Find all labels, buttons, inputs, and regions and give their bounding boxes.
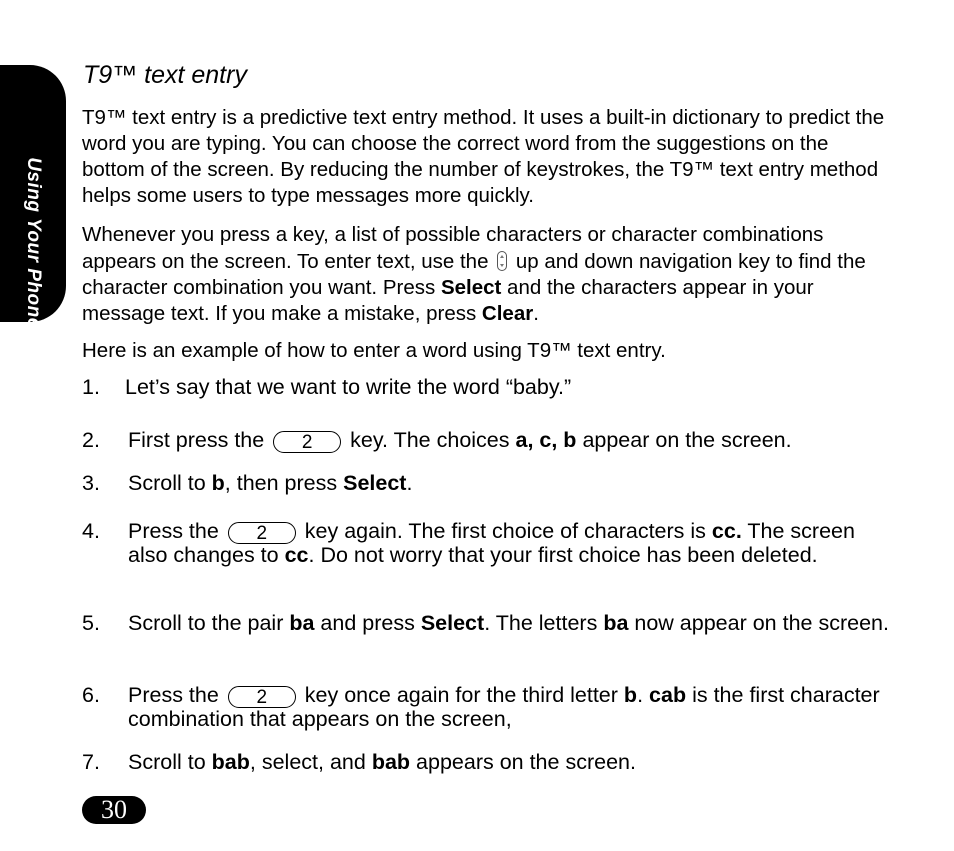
instructions-paragraph [82,222,892,327]
step-item [82,471,892,495]
bold-text: Select [343,471,407,495]
key-2-icon: 2 [273,431,341,453]
bold-text: ba [289,611,315,635]
text-fragment: Scroll to [128,471,206,495]
text-fragment: , select, and [249,750,366,774]
text-fragment: now appear on the screen. [634,611,889,635]
section-title: T9™ text entry [83,61,247,89]
bold-text: b [211,471,225,495]
navigation-key-icon [497,251,507,271]
bold-text: Select [420,611,485,635]
text-fragment: Press the [128,683,219,707]
step-number: 5. [82,611,100,635]
text-fragment: . [533,302,539,325]
bold-text: bab [371,750,411,774]
intro-paragraph: T9™ text entry is a predictive text entry method. It uses a built-in dictionary to predict the word you are typing. You can choose the correct word from the suggestions on the bottom of the screen. By reducing the number of keystrokes, the T9™ text entry method helps some users to type messages more quickly. [82,106,885,207]
step-number: 1. [82,375,100,399]
text-fragment: Let’s say that we want to write the word “baby.” [125,375,572,399]
bold-text: bab [211,750,250,774]
text-fragment: The screen also changes to [128,519,855,567]
select-key-label: Select [440,276,502,299]
clear-key-label: Clear [481,302,534,325]
text-fragment: Whenever you press a key, a list of possible characters or character combinations appears on the screen. To enter text, use the [82,223,824,273]
side-tab [0,65,66,329]
text-fragment: appears on the screen. [416,750,636,774]
text-fragment: Scroll to the pair [128,611,284,635]
bold-text: b [623,683,638,707]
step-number: 2. [82,428,100,452]
bold-text: a, c, b [515,428,577,452]
step-text [128,519,892,567]
text-fragment: key again. The first choice of characters is [304,519,706,543]
bold-text: cc [284,543,309,567]
bold-text: cc. [711,519,742,543]
key-2-icon: 2 [228,522,296,544]
page-number: 30 [82,796,146,824]
text-fragment: and press [320,611,415,635]
step-text [125,375,892,399]
step-item [82,519,892,567]
step-number: 6. [82,683,100,707]
text-fragment: Press the [128,519,219,543]
step-item [82,611,892,635]
text-fragment: and the characters appear in your message text. If you make a mistake, press [82,276,814,325]
bold-text: ba [603,611,629,635]
text-fragment: Scroll to [128,750,206,774]
step-item [82,428,892,452]
text-fragment: key once again for the third letter [304,683,618,707]
example-intro: Here is an example of how to enter a word using T9™ text entry. [82,339,666,362]
step-number: 4. [82,519,100,543]
text-fragment: , then press [224,471,338,495]
text-fragment: . Do not worry that your first choice has been deleted. [308,543,818,567]
step-number: 7. [82,750,100,774]
step-text [128,611,892,635]
text-fragment: . The letters [484,611,598,635]
step-text [128,683,892,731]
step-item [82,683,892,731]
text-fragment: First press the [128,428,265,452]
bold-text: cab [649,683,687,707]
text-fragment: appear on the screen. [582,428,792,452]
text-fragment: . [406,471,413,495]
step-text [128,750,892,774]
step-item [82,750,892,774]
step-item [82,375,892,399]
side-tab-label: Using Your Phone [23,157,44,329]
step-text [128,428,892,452]
step-text [128,471,892,495]
text-fragment: key. The choices [350,428,510,452]
text-fragment: . [637,683,644,707]
text-fragment: is the first character combination that appears on the screen, [128,683,880,731]
key-2-icon: 2 [228,686,296,708]
step-number: 3. [82,471,100,495]
text-fragment: up and down navigation key to find the character combination you want. Press [82,250,866,299]
